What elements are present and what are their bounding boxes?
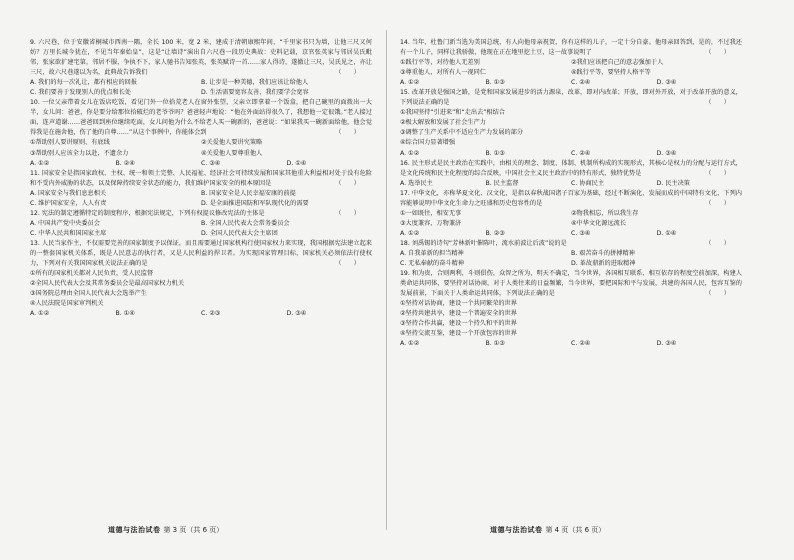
question-17 [400,189,742,239]
statement-list [400,58,742,78]
answer-choices [400,229,742,239]
choice-b: B. ①③ [485,340,505,348]
statement-4: ④人民法院是国家审判机关 [30,300,104,308]
option-d: D. 是全面推进国防和军队现代化的需要 [201,199,309,207]
answer-blank: （ ） [705,199,730,207]
question-19 [400,269,742,349]
statement-list [400,299,742,339]
answer-choices [400,339,742,349]
option-c: C. 协商民主 [571,179,605,187]
option-b: B. 艰苦奋斗的拼搏精神 [571,249,635,257]
statement-list [400,108,742,148]
column-divider [386,30,387,530]
statement-2: ②全国人民代表大会及其常务委员会是最高国家权力机关 [30,280,185,288]
left-column [30,38,372,319]
question-10 [30,98,372,168]
option-list [30,219,372,239]
option-b: B. 国家安全是人民幸福安康的前提 [201,189,296,197]
choice-a: A. ①② [400,149,420,157]
answer-blank: （ ） [705,239,730,247]
option-b: B. 全国人民代表大会常务委员会 [201,219,290,227]
footer-page-number: 第 4 页（共 6 页） [545,526,606,534]
question-18 [400,239,742,269]
answer-blank: （ ） [335,129,360,137]
statement-4: ④践行平等，要坚持人格平等 [571,69,651,77]
statement-2: ②极大解放和发展了社会生产力 [400,119,486,127]
question-16 [400,159,742,189]
option-a: A. 中国共产党中央委员会 [30,219,100,227]
choice-d: D. ①④ [656,229,677,237]
statement-3: ③调整了生产关系中不适应生产力发展的部分 [400,129,524,137]
statement-4: ④中华文化源远流长 [571,219,627,227]
question-stem: 14. 当年，杜鲁门新当选为美国总统，有人向他母亲祝贺，你有这样的儿子，一定十分自豪。他母亲回答到，是的，不过我还有一个儿子，同样让我骄傲，他现在正在地里挖土豆，这一故事说明了 （ ） [400,38,742,58]
question-14 [400,38,742,88]
statement-4: ④关爱他人要尊重他人 [201,149,263,157]
option-d: D. 民主决策 [656,179,690,187]
question-stem: 12. 宪法的制定遵循特定的制度程序，根据宪法规定，下列有权提议修改宪法的主体是 （ ） [30,209,372,219]
option-c: C. 维护国家安全，人人有责 [30,199,107,207]
question-13 [30,239,372,319]
right-column [400,38,742,349]
option-a: A. 国家安全与我们息息相关 [30,189,107,197]
option-d: D. 生活需要宽容友善，我们要学会宽容 [201,89,309,97]
choice-b: B. ②③ [485,229,505,237]
option-c: C. 我们要善于发现别人的优点和长处 [30,89,132,97]
statement-3: ③尊重他人，对所有人一视同仁 [400,69,486,77]
choice-a: A. ①② [30,310,50,318]
choice-c: C. ③④ [571,229,591,237]
option-list [400,179,742,189]
question-stem: 13. 人民当家作主，不仅需要完善的国家制度予以保证，而且需要通过国家机构行使国家权力来实现，我国根据宪法建立起来的一整套国家机关体系，既是人民意志的执行者，又是人民利益的捍卫者。为实现国家管理目标，国家机关必须依法行使权力，下列对有关我国国家机关说法正确的是 （ ） [30,239,372,269]
question-12 [30,209,372,239]
choice-b: B. ①④ [115,310,135,318]
question-stem: 16. 民主形式是民主政治在实践中，由相关的理念、制度、体制、机制所构成的实现形式，其核心是权力的分配与运行方式，是文化传统和民主化程度的综合反映，中国社会主义民主政治中的特有形式，独特优势是 （ ） [400,159,742,179]
statement-2: ②物我相忘，所以我生存 [571,209,639,217]
choice-a: A. ①② [400,229,420,237]
answer-blank: （ ） [705,169,730,177]
choice-c: C. ②③ [201,310,221,318]
footer-title: 道德与法治试卷 [108,526,161,534]
page-footer-left [108,525,223,535]
answer-blank: （ ） [705,290,730,298]
question-stem: 15. 改革开放是强国之路，是党和国家发展进步的活力源泉，改革，即对内改革；开放，即对外开放，对于改革开放的意义，下列说法正确的是 （ ） [400,88,742,108]
question-stem: 9. 六尺巷，位于安徽省桐城市西南一隅，全长 100 米，宽 2 米，建成于清朝康熙年间，“千里家书只为墙，让他三尺又何妨？万里长城今犹在，不见当年秦始皇”，这是“让墙诗”演出自六尺巷一段历史典故：史料记载，京官张英家与邻居吴氏毗邻，张家欲扩建宅第，邻居不服，争执不下，家人驰书告知张英，张英赋诗一首……家人得诗，遂撤让三尺，吴氏见之，亦让三尺，故六尺巷遂以为名，此典故告诉我们 （ ） [30,38,372,78]
choice-a: A. ①② [30,159,50,167]
option-a: A. 我们的每一次礼让，都有相应的回报 [30,79,138,87]
option-d: D. 全国人民代表大会主席团 [201,229,278,237]
option-b: B. 让步是一种美德，我们应该让给他人 [201,79,309,87]
statement-1: ①一如既往，相安无事 [400,209,462,217]
answer-choices [400,149,742,159]
answer-blank: （ ） [335,260,360,268]
choice-b: B. ②④ [115,159,135,167]
question-15 [400,88,742,158]
statement-3: ③坚持合作共赢，建设一个持久和平的世界 [400,320,517,328]
answer-choices [30,159,372,169]
statement-list [400,209,742,229]
question-stem: 18. 刘禹锡的诗句“芳林新叶催陈叶，流水前波让后波”说的是 （ ） [400,239,742,249]
statement-2: ②我们应该把自己的意志强加于人 [571,59,664,67]
option-list [30,78,372,98]
footer-page-number: 第 3 页（共 6 页） [163,526,224,534]
page-footer-right [490,525,605,535]
option-b: B. 民主监督 [485,179,519,187]
question-stem: 11. 国家安全是指国家政权、主权、统一和领土完整、人民福祉、经济社会可持续发展和国家其他重大利益相对处于没有危险和不受内外威胁的状态，以及保障持续安全状态的能力，我们维护国家安全的根本原因是 （ ） [30,169,372,189]
option-a: A. 选举民主 [400,179,433,187]
choice-c: C. ②④ [571,79,591,87]
statement-3: ③国务院总理由全国人民代表大会选举产生 [30,290,147,298]
question-stem: 19. 和为贵，合则两利，斗则俱伤，众智之所为，明天不确定，当今世界，各国相互联系、相互依存的程度空前加深，构建人类命运共同体，要坚持对话协商，对于人类往来的日益频繁，当今世界，要把国际和平与发展，共建的各国人民，包容互鉴的发展前景，下面关于人类命运共同体，下列说法正确的是 （ ） [400,269,742,299]
answer-blank: （ ） [705,49,730,57]
question-stem: 10. 一位父亲带着女儿在饭店吃饭，看见门外一位拾荒老人在窗外张望，父亲立即拿着一个饭盒，把自己碗里的面拨出一大半，女儿问：爸爸，你是要分给那位拾破烂的老爷爷吗？爸爸轻声地说：“他在外面站得很久了，我想他一定很饿。”老人接过面，连声道谢……爸爸回到座位继续吃面，女儿问他为什么不给老人买一碗新的，爸爸说：“如果我买一碗新面给他，他会觉得我是在施舍他，伤了他的自尊……”从这个事例中，你能体会到 （ ） [30,98,372,138]
choice-d: D. ③④ [656,149,677,157]
statement-1: ①我国坚持“引进来”和“走出去”相结合 [400,109,505,117]
choice-d: D. ①④ [286,159,307,167]
statement-4: ④坚持交流互鉴，建设一个开放包容的世界 [400,330,517,338]
statement-1: ①践行平等，对待他人无差别 [400,59,480,67]
choice-c: C. ②④ [571,149,591,157]
choice-c: C. ②④ [571,340,591,348]
answer-blank: （ ） [705,99,730,107]
choice-b: B. ①③ [485,149,505,157]
answer-choices [30,309,372,319]
option-d: D. 革故鼎新的进取精神 [571,260,636,268]
answer-blank: （ ） [335,69,360,77]
question-11 [30,169,372,209]
statement-3: ③帮助别人应该全力以赴，不遗余力 [30,149,129,157]
statement-1: ①坚持对话协商，建设一个共同繁荣的世界 [400,300,517,308]
statement-list [30,138,372,158]
option-a: A. 自我革新的担当精神 [400,249,464,257]
statement-1: ①所有的国家机关都对人民负责，受人民监督 [30,270,154,278]
choice-d: D. ③④ [286,310,307,318]
answer-blank: （ ） [335,209,360,217]
choice-b: B. ①③ [485,79,505,87]
question-9 [30,38,372,98]
statement-4: ④综合国力显著增强 [400,139,456,147]
choice-d: D. ③④ [656,340,677,348]
statement-3: ③大度兼容，万物兼济 [400,219,462,227]
choice-a: A. ①② [400,79,420,87]
statement-2: ②坚持共建共享，建设一个普遍安全的世界 [400,310,517,318]
statement-list [30,269,372,309]
choice-c: C. ③④ [201,159,221,167]
footer-title: 道德与法治试卷 [490,526,543,534]
statement-1: ①帮助别人要讲原则、有底线 [30,139,110,147]
option-list [30,189,372,209]
choice-d: D. ③④ [656,79,677,87]
question-stem: 17. 中华文化，亦称华夏文化、汉文化，是指以春秋战国诸子百家为基础，经过不断演化、发展而成的中国特有文化，下列内容能够说明中华文化生命力之旺盛和历史包容性的是 （ ） [400,189,742,209]
option-c: C. 中华人民共和国国家主席 [30,229,107,237]
statement-2: ②关爱他人要讲究策略 [201,139,263,147]
answer-blank: （ ） [335,179,360,187]
answer-choices [400,78,742,88]
option-c: C. 无私奉献的奋斗精神 [400,260,464,268]
choice-a: A. ①② [400,340,420,348]
option-list [400,249,742,269]
